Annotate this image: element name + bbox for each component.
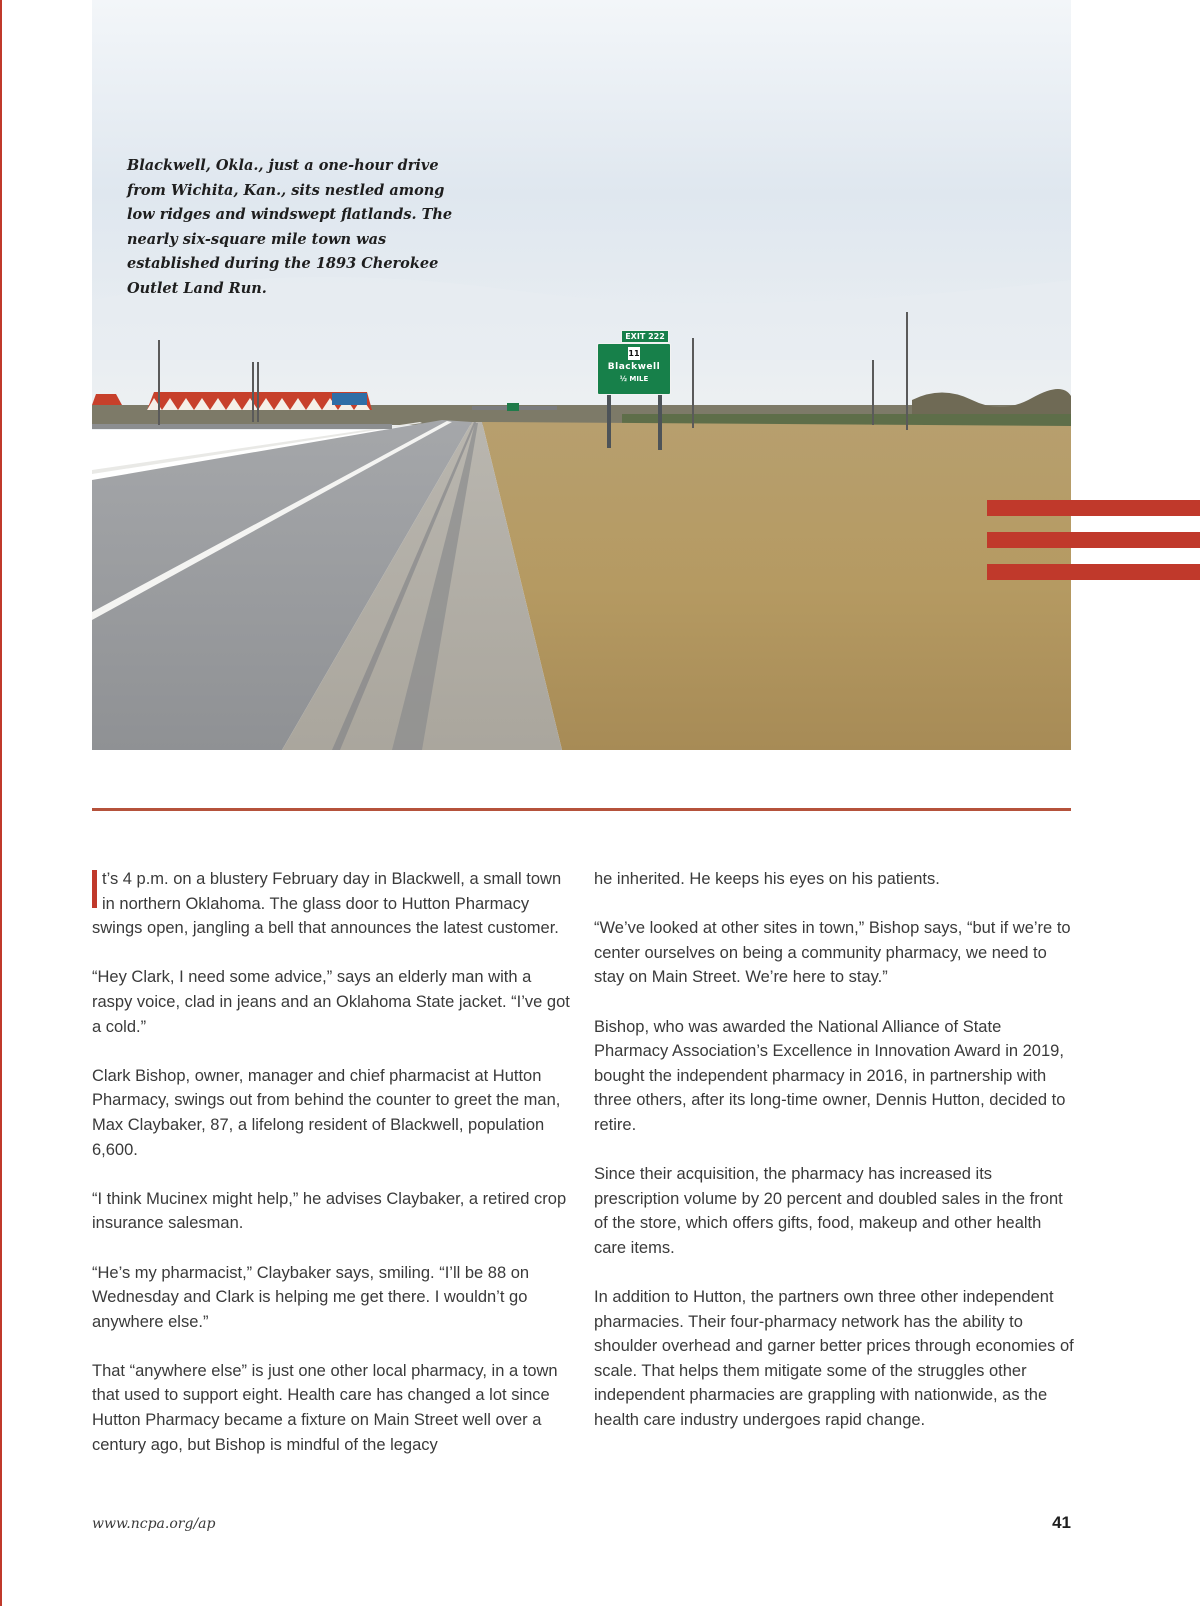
article-paragraph: That “anywhere else” is just one other local pharmacy, in a town that used to support eight. Health care has changed a lot since Hutton Pharmacy became a fixture on Main Street well over a century ago, but Bishop is mindful of the legacy <box>92 1361 558 1454</box>
sign-town-name: Blackwell <box>607 362 661 372</box>
article-paragraph: In addition to Hutton, the partners own three other independent pharmacies. Their four-pharmacy network has the ability to shoulder overhead and garner better prices through economies of scale. That helps them mitigate some of the struggles other independent pharmacies are grappling with nationwide, as the health care industry undergoes rapid change. <box>594 1288 1074 1430</box>
exit-sign-panel <box>597 343 671 395</box>
article-paragraph: he inherited. He keeps his eyes on his patients. <box>594 870 940 888</box>
footer-url[interactable]: www.ncpa.org/ap <box>92 1516 216 1532</box>
article-paragraph: “We’ve looked at other sites in town,” Bishop says, “but if we’re to center ourselves on being a community pharmacy, we need to stay on Main Street. We’re here to stay.” <box>594 919 1071 987</box>
article-paragraph: Bishop, who was awarded the National Alliance of State Pharmacy Association’s Excellence in Innovation Award in 2019, bought the independent pharmacy in 2016, in partnership with three others, after its long-time owner, Dennis Hutton, decided to retire. <box>594 1017 1066 1134</box>
page-edge-rule <box>0 0 2 1606</box>
route-shield-icon: 11 <box>628 349 640 358</box>
page-number: 41 <box>1052 1513 1071 1532</box>
stripe-1 <box>987 500 1200 516</box>
article-paragraph: “I think Mucinex might help,” he advises Claybaker, a retired crop insurance salesman. <box>92 1189 567 1233</box>
article-paragraph: “Hey Clark, I need some advice,” says an elderly man with a raspy voice, clad in jeans and an Oklahoma State jacket. “I’ve got a cold.” <box>92 968 570 1036</box>
photo-caption: Blackwell, Okla., just a one-hour drive from Wichita, Kan., sits nestled among low ridges and windswept flatlands. The nearly six-square mile town was established during the 1893 Cherokee Outlet Land Run. <box>127 157 453 297</box>
drop-cap-initial <box>92 870 97 908</box>
highway-photo <box>92 0 1071 750</box>
stripe-3 <box>987 564 1200 580</box>
stripe-2 <box>987 532 1200 548</box>
exit-number-plate: EXIT 222 <box>621 330 669 343</box>
article-paragraph: “He’s my pharmacist,” Claybaker says, smiling. “I’ll be 88 on Wednesday and Clark is helping me get there. I wouldn’t go anywhere else.” <box>92 1263 530 1331</box>
article-column-right <box>594 867 1076 1457</box>
decorative-stripes <box>987 500 1200 596</box>
article-paragraph: Clark Bishop, owner, manager and chief pharmacist at Hutton Pharmacy, swings out from behind the counter to greet the man, Max Claybaker, 87, a lifelong resident of Blackwell, population 6,600. <box>92 1066 561 1159</box>
article-column-left <box>92 867 574 1482</box>
article-paragraph <box>92 867 574 941</box>
exit-sign <box>597 330 671 394</box>
sign-distance: ½ MILE <box>619 375 649 383</box>
section-divider <box>92 808 1071 811</box>
article-paragraph: Since their acquisition, the pharmacy has increased its prescription volume by 20 percent and doubled sales in the front of the store, which offers gifts, food, makeup and other health care items. <box>594 1165 1063 1257</box>
paragraph-text: t’s 4 p.m. on a blustery February day in Blackwell, a small town in northern Oklahoma. The glass door to Hutton Pharmacy swings open, jangling a bell that announces the latest customer. <box>92 870 562 938</box>
